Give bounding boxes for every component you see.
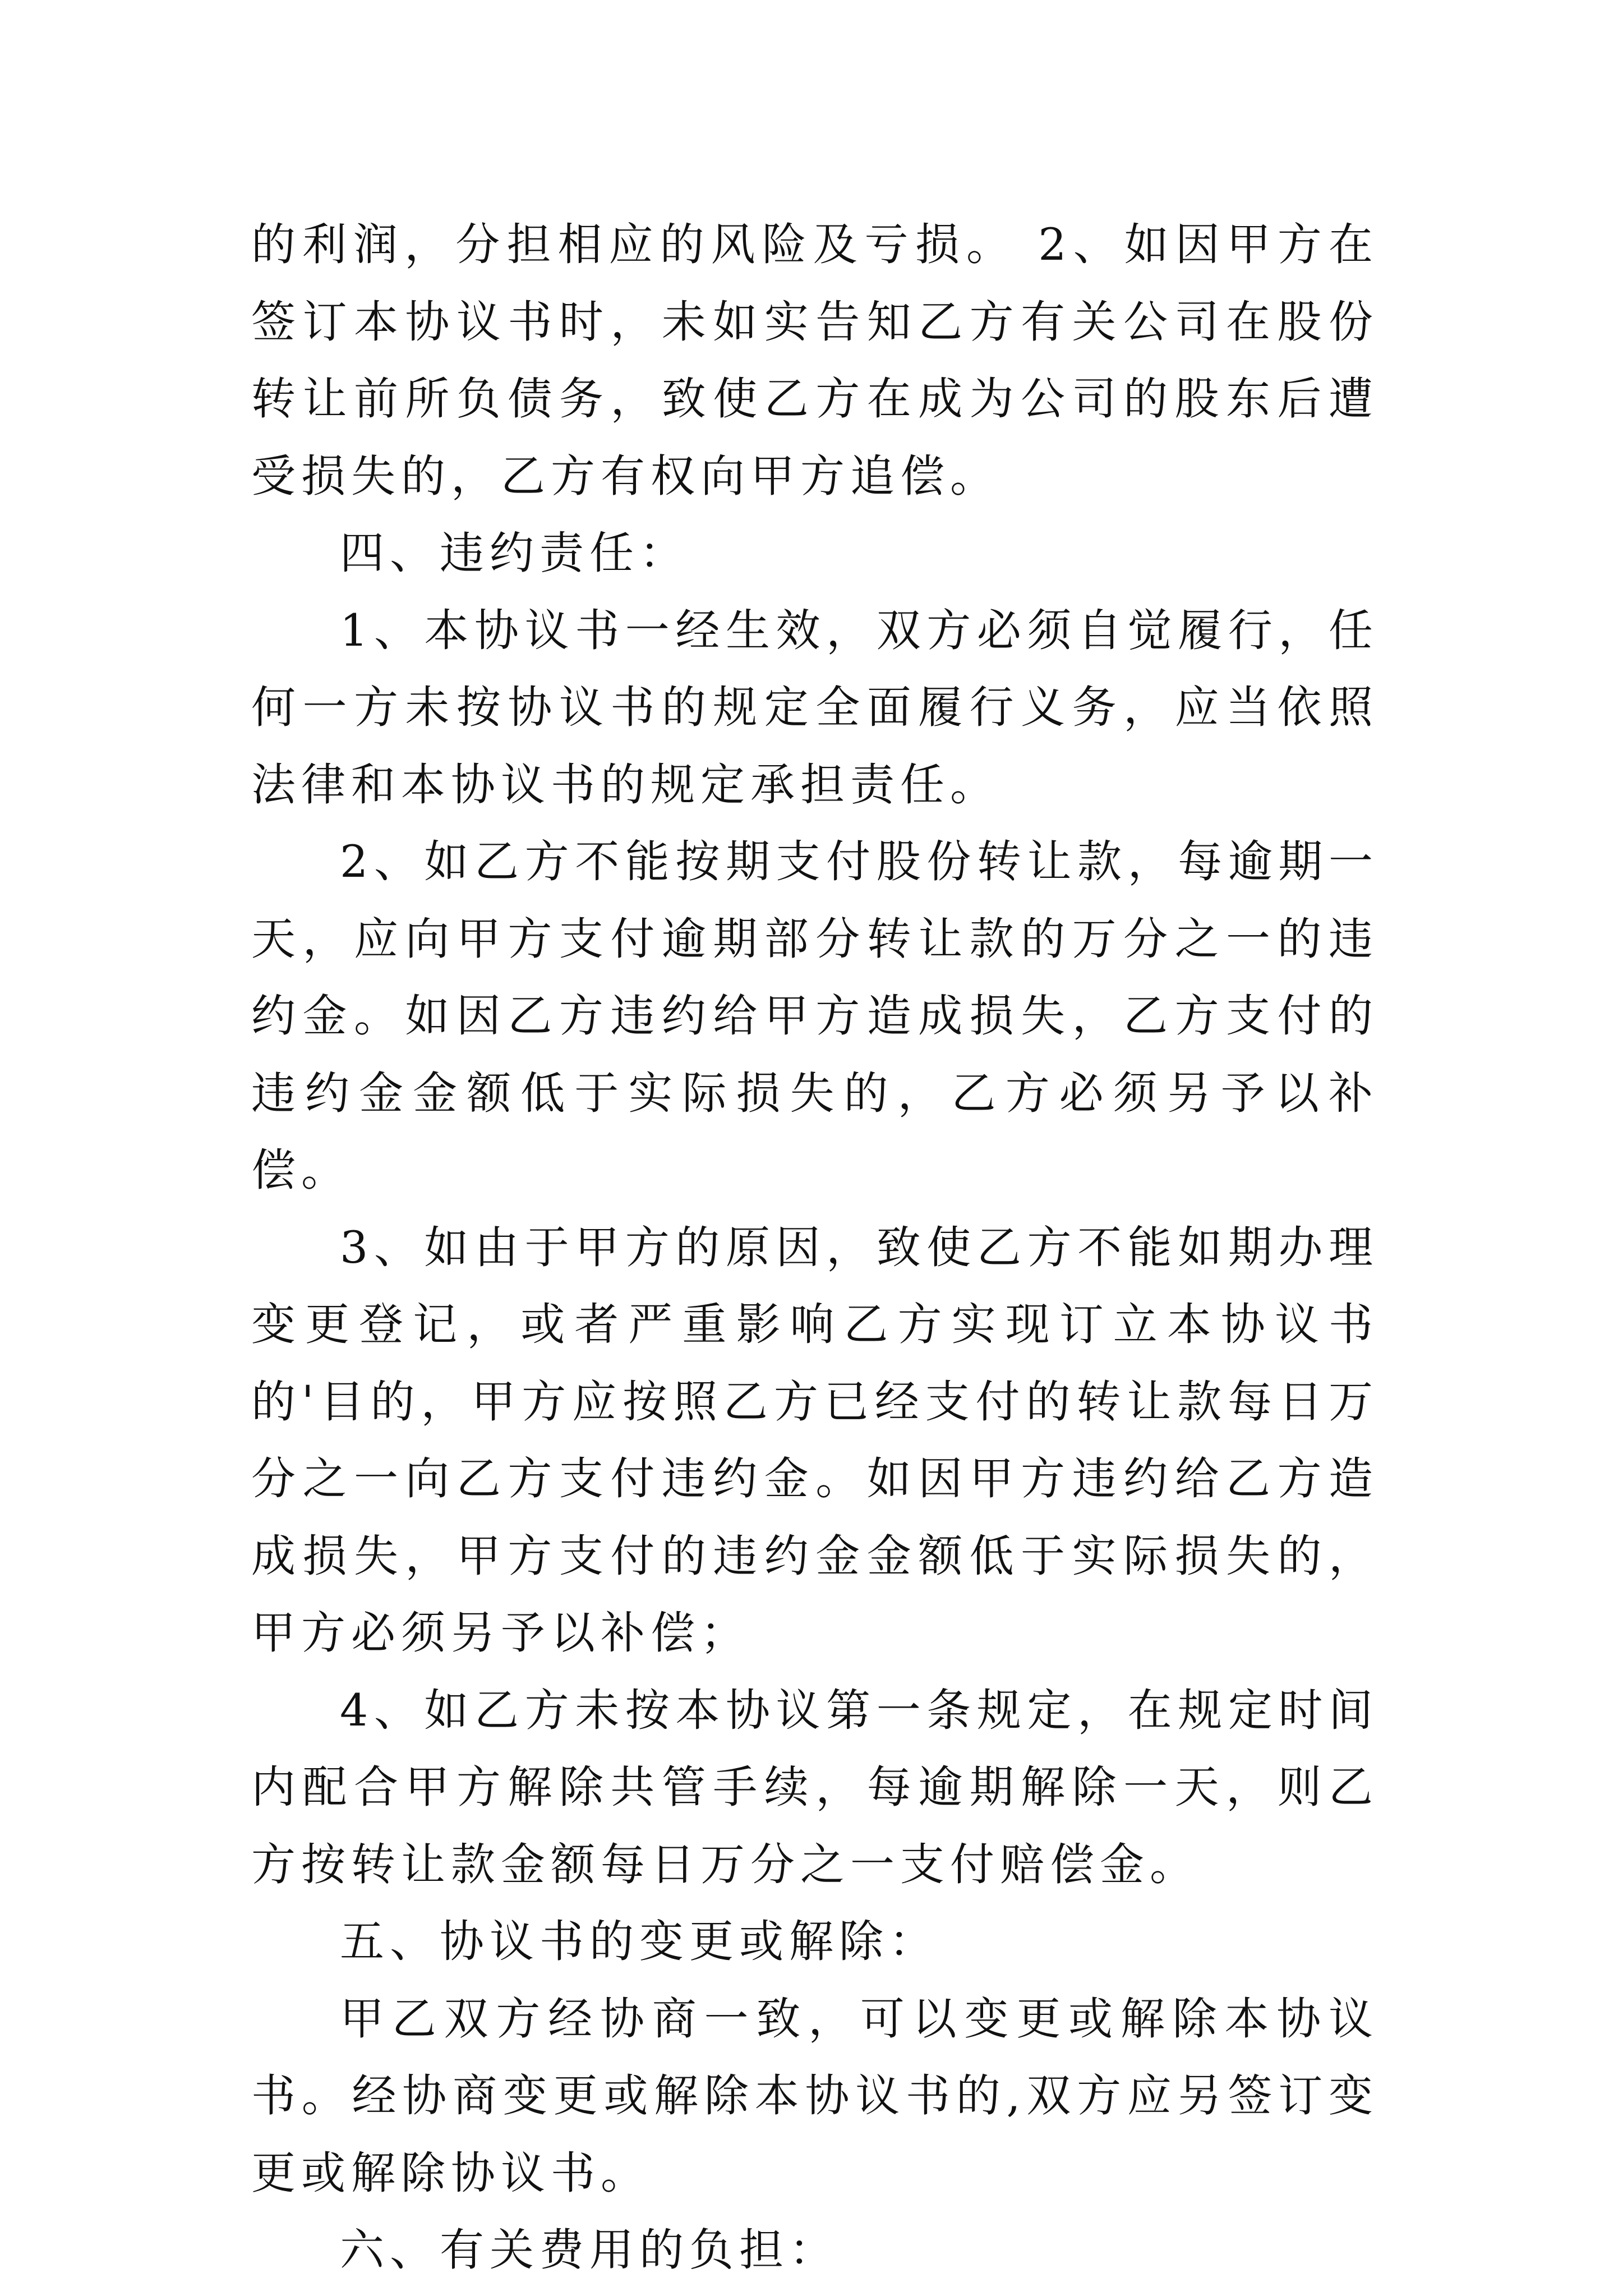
paragraph-continuation-liability: 的利润，分担相应的风险及亏损。 2、如因甲方在签订本协议书时，未如实告知乙方有关公司在股份转让前所负债务，致使乙方在成为公司的股东后遭受损失的，乙方有权向甲方追偿。 [251, 219, 1378, 502]
heading-breach-liability: 四、违约责任： [340, 527, 689, 579]
paragraph-breach-4: 4、如乙方未按本协议第一条规定，在规定时间内配合甲方解除共管手续，每逾期解除一天，则乙方按转让款金额每日万分之一支付赔偿金。 [251, 1684, 1378, 1890]
heading-amendment-termination: 五、协议书的变更或解除： [340, 1916, 939, 1967]
paragraph-breach-2: 2、如乙方不能按期支付股份转让款，每逾期一天，应向甲方支付逾期部分转让款的万分之一的违约金。如因乙方违约给甲方造成损失，乙方支付的违约金金额低于实际损失的，乙方必须另予以补偿。 [251, 836, 1378, 1196]
document-body [251, 206, 1378, 2289]
paragraph-breach-3: 3、如由于甲方的原因，致使乙方不能如期办理变更登记，或者严重影响乙方实现订立本协议书的'目的，甲方应按照乙方已经支付的转让款每日万分之一向乙方支付违约金。如因甲方违约给乙方造成损失，甲方支付的违约金金额低于实际损失的，甲方必须另予以补偿； [251, 1221, 1378, 1659]
paragraph-amendment: 甲乙双方经协商一致，可以变更或解除本协议书。经协商变更或解除本协议书的,双方应另签订变更或解除协议书。 [251, 1993, 1378, 2199]
heading-expenses: 六、有关费用的负担： [340, 2224, 839, 2276]
paragraph-breach-1: 1、本协议书一经生效，双方必须自觉履行，任何一方未按协议书的规定全面履行义务，应当依照法律和本协议书的规定承担责任。 [251, 604, 1378, 811]
